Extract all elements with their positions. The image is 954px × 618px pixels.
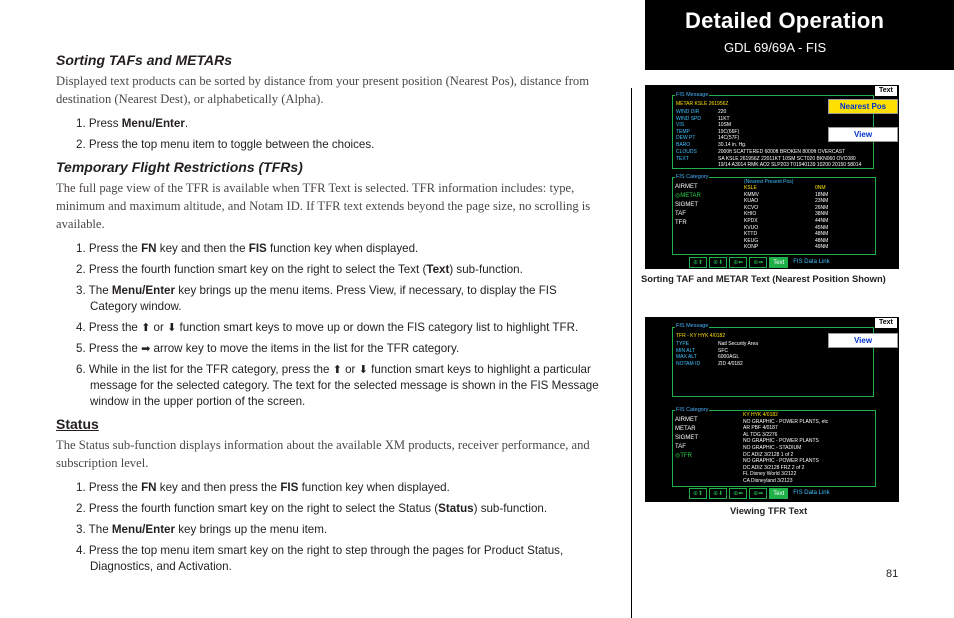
device-screen-metar <box>645 85 899 269</box>
list-item: 0NM <box>815 185 826 191</box>
list-item: 2. Press the fourth function smart key on the right to select the Status (Status) sub-function. <box>76 502 548 515</box>
right-arrow-icon: ➡ <box>141 343 151 355</box>
list-item: KEUG <box>744 237 759 244</box>
figure-caption-1: Sorting TAF and METAR Text (Nearest Position Shown) <box>641 273 886 284</box>
chapter-header <box>645 0 954 70</box>
field-value: 10SM <box>718 122 732 129</box>
field-value: 30.14 in. Hg. <box>718 142 747 148</box>
message-title: METAR KSLE 261956Z <box>676 101 729 107</box>
list-item: FL Disney World 3/2122 <box>743 471 797 478</box>
list-item: KUAO <box>744 198 759 205</box>
list-item: NO GRAPHIC - POWER PLANTS <box>743 458 819 465</box>
field-value: 6000AGL <box>718 354 740 361</box>
list-item: 2. Press the fourth function smart key on the right to select the Text (Text) sub-function. <box>76 263 523 276</box>
function-softkey[interactable]: ⊕⬆ <box>689 257 707 268</box>
list-item: 4. Press the top menu item smart key on the right to step through the pages for Product Status, Diagnostics, and Activation. <box>76 544 564 573</box>
up-arrow-icon: ⬆ <box>332 364 342 376</box>
text-value-1: SA KSLE 261956Z 22011KT 10SM SCT020 BKN060 OVC080 <box>718 156 856 162</box>
list-item: AL TDG 3/2276 <box>743 431 778 438</box>
field-key: MAX ALT <box>676 354 697 361</box>
fis-category-box <box>672 177 876 255</box>
list-item: 4. Press the ⬆ or ⬇ function smart keys to move up or down the FIS category list to highlight TFR. <box>76 321 579 334</box>
down-arrow-icon: ⬇ <box>167 322 177 334</box>
list-item: 1. Press Menu/Enter. <box>76 117 189 130</box>
list-header: (Nearest Present Pos) <box>744 179 794 185</box>
heading-tfr: Temporary Flight Restrictions (TFRs) <box>56 159 303 175</box>
field-value: 2000ft SCATTERED 6000ft BROKEN 8000ft OVERCAST <box>718 148 846 155</box>
list-item: 44NM <box>815 218 829 224</box>
message-title: TFR - KY HYK 4/0182 <box>676 333 726 339</box>
list-item: 49NM <box>815 244 829 251</box>
fis-message-label: FIS Message <box>676 323 709 329</box>
list-item: KMMV <box>744 191 759 198</box>
list-item: KONP <box>744 244 759 251</box>
list-item: 1. Press the FN key and then the FIS function key when displayed. <box>76 242 419 255</box>
fis-category-label: FIS Category <box>676 174 709 180</box>
list-item: 3. The Menu/Enter key brings up the menu item. <box>76 523 328 536</box>
field-key: WIND DIR <box>676 109 700 115</box>
fis-message-label: FIS Message <box>676 92 709 98</box>
field-key: DEW PT <box>676 135 696 142</box>
list-item: 26NM <box>815 204 829 211</box>
function-softkey[interactable]: ⊕➡ <box>749 488 767 499</box>
body-tfr: The full page view of the TFR is available when TFR Text is selected. TFR information includes: type, minimum and maximum altitude, and Notam ID. If TFR text extends beyond the page size, no scrolling is available. <box>56 181 591 231</box>
chapter-title: Detailed Operation <box>685 8 885 33</box>
steps-tfr <box>56 241 601 410</box>
field-value: Natl Security Area <box>718 341 759 347</box>
list-item: 23NM <box>815 198 829 205</box>
list-item: NO GRAPHIC - POWER PLANTS <box>743 438 819 445</box>
field-key: BARO <box>676 142 691 148</box>
field-value: 220 <box>718 109 727 115</box>
text-key: TEXT <box>676 156 689 162</box>
list-item: KTTD <box>744 231 758 238</box>
field-value: ZID 4/0182 <box>718 360 743 367</box>
text-column <box>56 52 601 581</box>
list-item: 5. Press the ➡ arrow key to move the items in the list for the TFR category. <box>76 342 460 355</box>
field-key: CLOUDS <box>676 148 697 155</box>
list-item: NO GRAPHIC - POWER PLANTS, etc <box>743 418 829 425</box>
list-item: AR PBF 4/0187 <box>743 425 778 432</box>
softkey-bar <box>689 488 833 499</box>
list-item: NO GRAPHIC - STADIUM <box>743 445 802 451</box>
heading-status: Status <box>56 416 99 432</box>
list-item: SIGMET <box>675 202 699 208</box>
list-item: DC ADIZ 3/2128 1 of 2 <box>743 451 794 458</box>
list-item: KVUO <box>744 224 759 231</box>
softkey-bar <box>689 257 833 268</box>
list-item: TAF <box>675 211 686 217</box>
field-key: TEMP <box>676 128 690 135</box>
field-key: TYPE <box>676 341 690 347</box>
list-item: ◎TFR <box>675 453 692 459</box>
list-item: 3. The Menu/Enter key brings up the menu items. Press View, if necessary, to display the FIS Category window. <box>76 284 557 313</box>
list-item: 48NM <box>815 231 829 238</box>
chapter-subtitle: GDL 69/69A - FIS <box>724 40 827 55</box>
list-item: ◎METAR <box>675 193 701 199</box>
list-item: METAR <box>675 426 696 432</box>
field-key: MIN ALT <box>676 347 696 354</box>
nearest-pos-softkey[interactable]: Nearest Pos <box>828 99 898 114</box>
function-softkey[interactable]: ⊕⬆ <box>689 488 707 499</box>
function-softkey[interactable]: Text <box>769 488 788 499</box>
list-item: TFR <box>675 220 687 226</box>
field-value: SFC <box>718 347 728 354</box>
column-divider <box>631 88 632 618</box>
list-item: 18NM <box>815 191 829 198</box>
screen-tab: Text <box>875 86 897 96</box>
list-item: TAF <box>675 444 686 450</box>
down-arrow-icon: ⬇ <box>358 364 368 376</box>
function-softkey[interactable]: ⊕⬇ <box>709 257 727 268</box>
list-item: SIGMET <box>675 435 699 441</box>
up-arrow-icon: ⬆ <box>141 322 151 334</box>
list-item: 1. Press the FN key and then press the FIS function key when displayed. <box>76 481 450 494</box>
list-item: KCVO <box>744 204 759 211</box>
heading-sorting-tafs: Sorting TAFs and METARs <box>56 52 233 68</box>
fis-data-link-label: FIS Data Link <box>793 259 830 265</box>
field-value: 11KT <box>718 115 730 122</box>
figure-caption-2: Viewing TFR Text <box>730 505 808 516</box>
list-item: KY HYK 4/0182 <box>743 412 778 418</box>
list-item: AIRMET <box>675 417 698 423</box>
list-item: KSLE <box>744 185 757 191</box>
list-item: 6. While in the list for the TFR category, press the ⬆ or ⬇ function smart keys to highlight a particular message for the selected category. The text for the selected message is shown in the FIS Message window in the upper portion of the screen. <box>76 363 599 408</box>
fis-data-link-label: FIS Data Link <box>793 490 830 496</box>
list-item: 48NM <box>815 237 829 244</box>
page-number: 81 <box>886 568 899 580</box>
list-item: KPDX <box>744 218 758 224</box>
function-softkey[interactable]: Text <box>769 257 788 268</box>
fis-category-label: FIS Category <box>676 407 709 413</box>
view-softkey[interactable]: View <box>828 333 898 348</box>
function-softkey[interactable]: ⊕⬅ <box>729 488 747 499</box>
list-item: KHIO <box>744 211 757 218</box>
function-softkey[interactable]: ⊕⬇ <box>709 488 727 499</box>
field-value: 19C(66F) <box>718 128 740 135</box>
body-status: The Status sub-function displays information about the available XM products, receiver performance, and subscription level. <box>56 438 590 470</box>
list-item: 38NM <box>815 211 829 218</box>
list-item: DC ADIZ 3/2128 FRZ 2 of 2 <box>743 464 805 471</box>
steps-sorting-tafs <box>56 116 601 153</box>
list-item: 45NM <box>815 224 829 231</box>
device-screen-tfr <box>645 317 899 502</box>
field-key: NOTAM ID <box>676 360 701 367</box>
body-sorting-tafs: Displayed text products can be sorted by distance from your present position (Nearest Pos), distance from destination (Nearest Dest), or alphabetically (Alpha). <box>56 74 589 106</box>
function-softkey[interactable]: ⊕➡ <box>749 257 767 268</box>
text-value-2: 19/14 A3014 RMK AO2 SLP203 T01940139 10200 20150 58014 <box>718 162 862 168</box>
screen-tab: Text <box>875 318 897 328</box>
field-key: VIS <box>676 122 685 129</box>
function-softkey[interactable]: ⊕⬅ <box>729 257 747 268</box>
list-item: AIRMET <box>675 184 698 190</box>
list-item: 2. Press the top menu item to toggle between the choices. <box>76 138 375 151</box>
steps-status <box>56 480 601 575</box>
view-softkey[interactable]: View <box>828 127 898 142</box>
list-item: CA Disneyland 3/2123 <box>743 478 793 484</box>
field-value: 14C(57F) <box>718 135 740 142</box>
field-key: WIND SPD <box>676 115 701 122</box>
